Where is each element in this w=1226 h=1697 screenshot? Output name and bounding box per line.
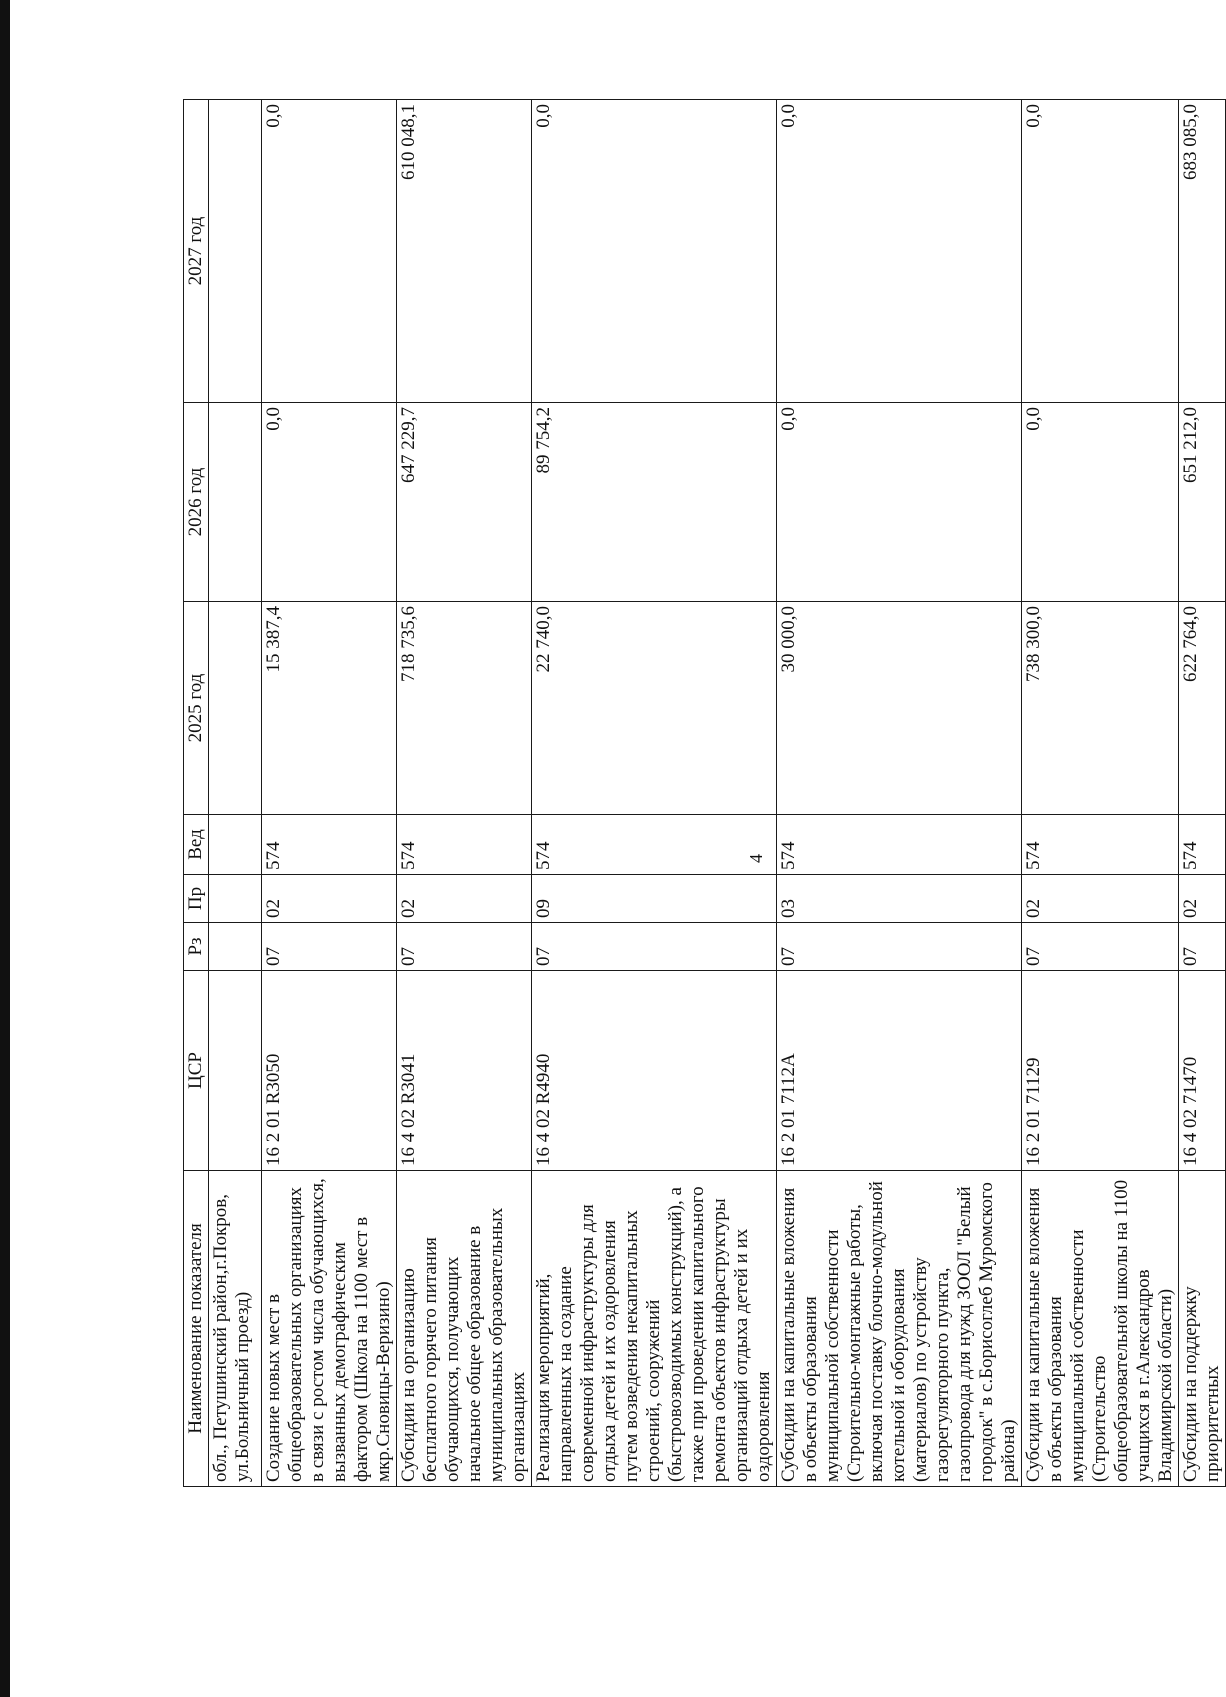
rotated-table-wrapper	[183, 100, 1223, 1487]
table-row	[777, 100, 1022, 1487]
row-ved: 574	[397, 815, 532, 875]
header-rz: Рз	[184, 923, 209, 971]
row-pr: 03	[777, 875, 1022, 923]
row-2027: 0,0	[1022, 100, 1179, 403]
row-name: Субсидии на капитальные вложения в объекты образования муниципальной собственности (Строительство общеобразовательной школы на 1100 учащихся в г.Александров Владимирской области)	[1022, 1171, 1179, 1487]
row-2025	[209, 602, 262, 815]
row-csr: 16 4 02 71470	[1179, 971, 1226, 1171]
row-ved: 574	[532, 815, 777, 875]
row-2025: 22 740,0	[532, 602, 777, 815]
row-2027: 0,0	[262, 100, 397, 403]
row-rz	[209, 923, 262, 971]
header-row	[184, 100, 209, 1487]
row-2026: 89 754,2	[532, 403, 777, 602]
row-2026	[209, 403, 262, 602]
row-ved: 574	[1022, 815, 1179, 875]
row-pr: 02	[262, 875, 397, 923]
header-ved: Вед	[184, 815, 209, 875]
row-pr: 02	[397, 875, 532, 923]
row-2026: 0,0	[777, 403, 1022, 602]
header-pr: Пр	[184, 875, 209, 923]
row-name: Создание новых мест в общеобразовательных организациях в связи с ростом числа обучающихся, вызванных демографическим фактором (Школа на 1100 мест в мкр.Сновицы-Веризино)	[262, 1171, 397, 1487]
row-2025: 738 300,0	[1022, 602, 1179, 815]
row-2025: 15 387,4	[262, 602, 397, 815]
row-csr: 16 2 01 R3050	[262, 971, 397, 1171]
header-2027: 2027 год	[184, 100, 209, 403]
row-name: Субсидии на организацию бесплатного горячего питания обучающихся, получающих начальное общее образование в муниципальных образовательных организациях	[397, 1171, 532, 1487]
row-ved: 574	[1179, 815, 1226, 875]
header-2025: 2025 год	[184, 602, 209, 815]
table-row	[532, 100, 777, 1487]
row-ved	[209, 815, 262, 875]
row-rz: 07	[1022, 923, 1179, 971]
row-name: Реализация мероприятий, направленных на создание современной инфраструктуры для отдыха детей и их оздоровления путем возведения некапитальных строений, сооружений (быстровозводимых конструкций), а также при проведении капитального ремонта объектов инфраструктуры организаций отдыха детей и их оздоровления	[532, 1171, 777, 1487]
row-ved: 574	[777, 815, 1022, 875]
row-rz: 07	[532, 923, 777, 971]
scan-edge	[0, 0, 10, 1697]
row-2027	[209, 100, 262, 403]
header-csr: ЦСР	[184, 971, 209, 1171]
table-row	[209, 100, 262, 1487]
row-2025: 30 000,0	[777, 602, 1022, 815]
table-row	[397, 100, 532, 1487]
row-2025: 622 764,0	[1179, 602, 1226, 815]
row-csr	[209, 971, 262, 1171]
header-2026: 2026 год	[184, 403, 209, 602]
row-2026: 0,0	[1022, 403, 1179, 602]
row-rz: 07	[262, 923, 397, 971]
row-2027: 683 085,0	[1179, 100, 1226, 403]
row-name: Субсидии на поддержку приоритетных	[1179, 1171, 1226, 1487]
table-row	[262, 100, 397, 1487]
budget-table	[183, 99, 1226, 1487]
row-rz: 07	[1179, 923, 1226, 971]
row-csr: 16 2 01 7112А	[777, 971, 1022, 1171]
row-2027: 610 048,1	[397, 100, 532, 403]
row-csr: 16 4 02 R3041	[397, 971, 532, 1171]
row-2027: 0,0	[777, 100, 1022, 403]
row-name: обл., Петушинский район,г.Покров, ул.Больничный проезд)	[209, 1171, 262, 1487]
row-2027: 0,0	[532, 100, 777, 403]
row-2026: 0,0	[262, 403, 397, 602]
row-name: Субсидии на капитальные вложения в объекты образования муниципальной собственности (Строительно-монтажные работы, включая поставку блочно-модульной котельной и оборудования (материалов) по устройству газорегуляторного пункта, газопровода для нужд ЗООЛ "Белый городок" в с.Борисоглеб Муромского района)	[777, 1171, 1022, 1487]
table-row	[1179, 100, 1226, 1487]
row-pr: 02	[1179, 875, 1226, 923]
row-rz: 07	[397, 923, 532, 971]
row-ved: 574	[262, 815, 397, 875]
row-pr: 09	[532, 875, 777, 923]
page-number: 4	[746, 854, 766, 863]
row-pr	[209, 875, 262, 923]
table-row	[1022, 100, 1179, 1487]
row-csr: 16 4 02 R4940	[532, 971, 777, 1171]
row-2026: 647 229,7	[397, 403, 532, 602]
header-name: Наименование показателя	[184, 1171, 209, 1487]
row-2026: 651 212,0	[1179, 403, 1226, 602]
row-rz: 07	[777, 923, 1022, 971]
row-csr: 16 2 01 71129	[1022, 971, 1179, 1171]
row-2025: 718 735,6	[397, 602, 532, 815]
row-pr: 02	[1022, 875, 1179, 923]
